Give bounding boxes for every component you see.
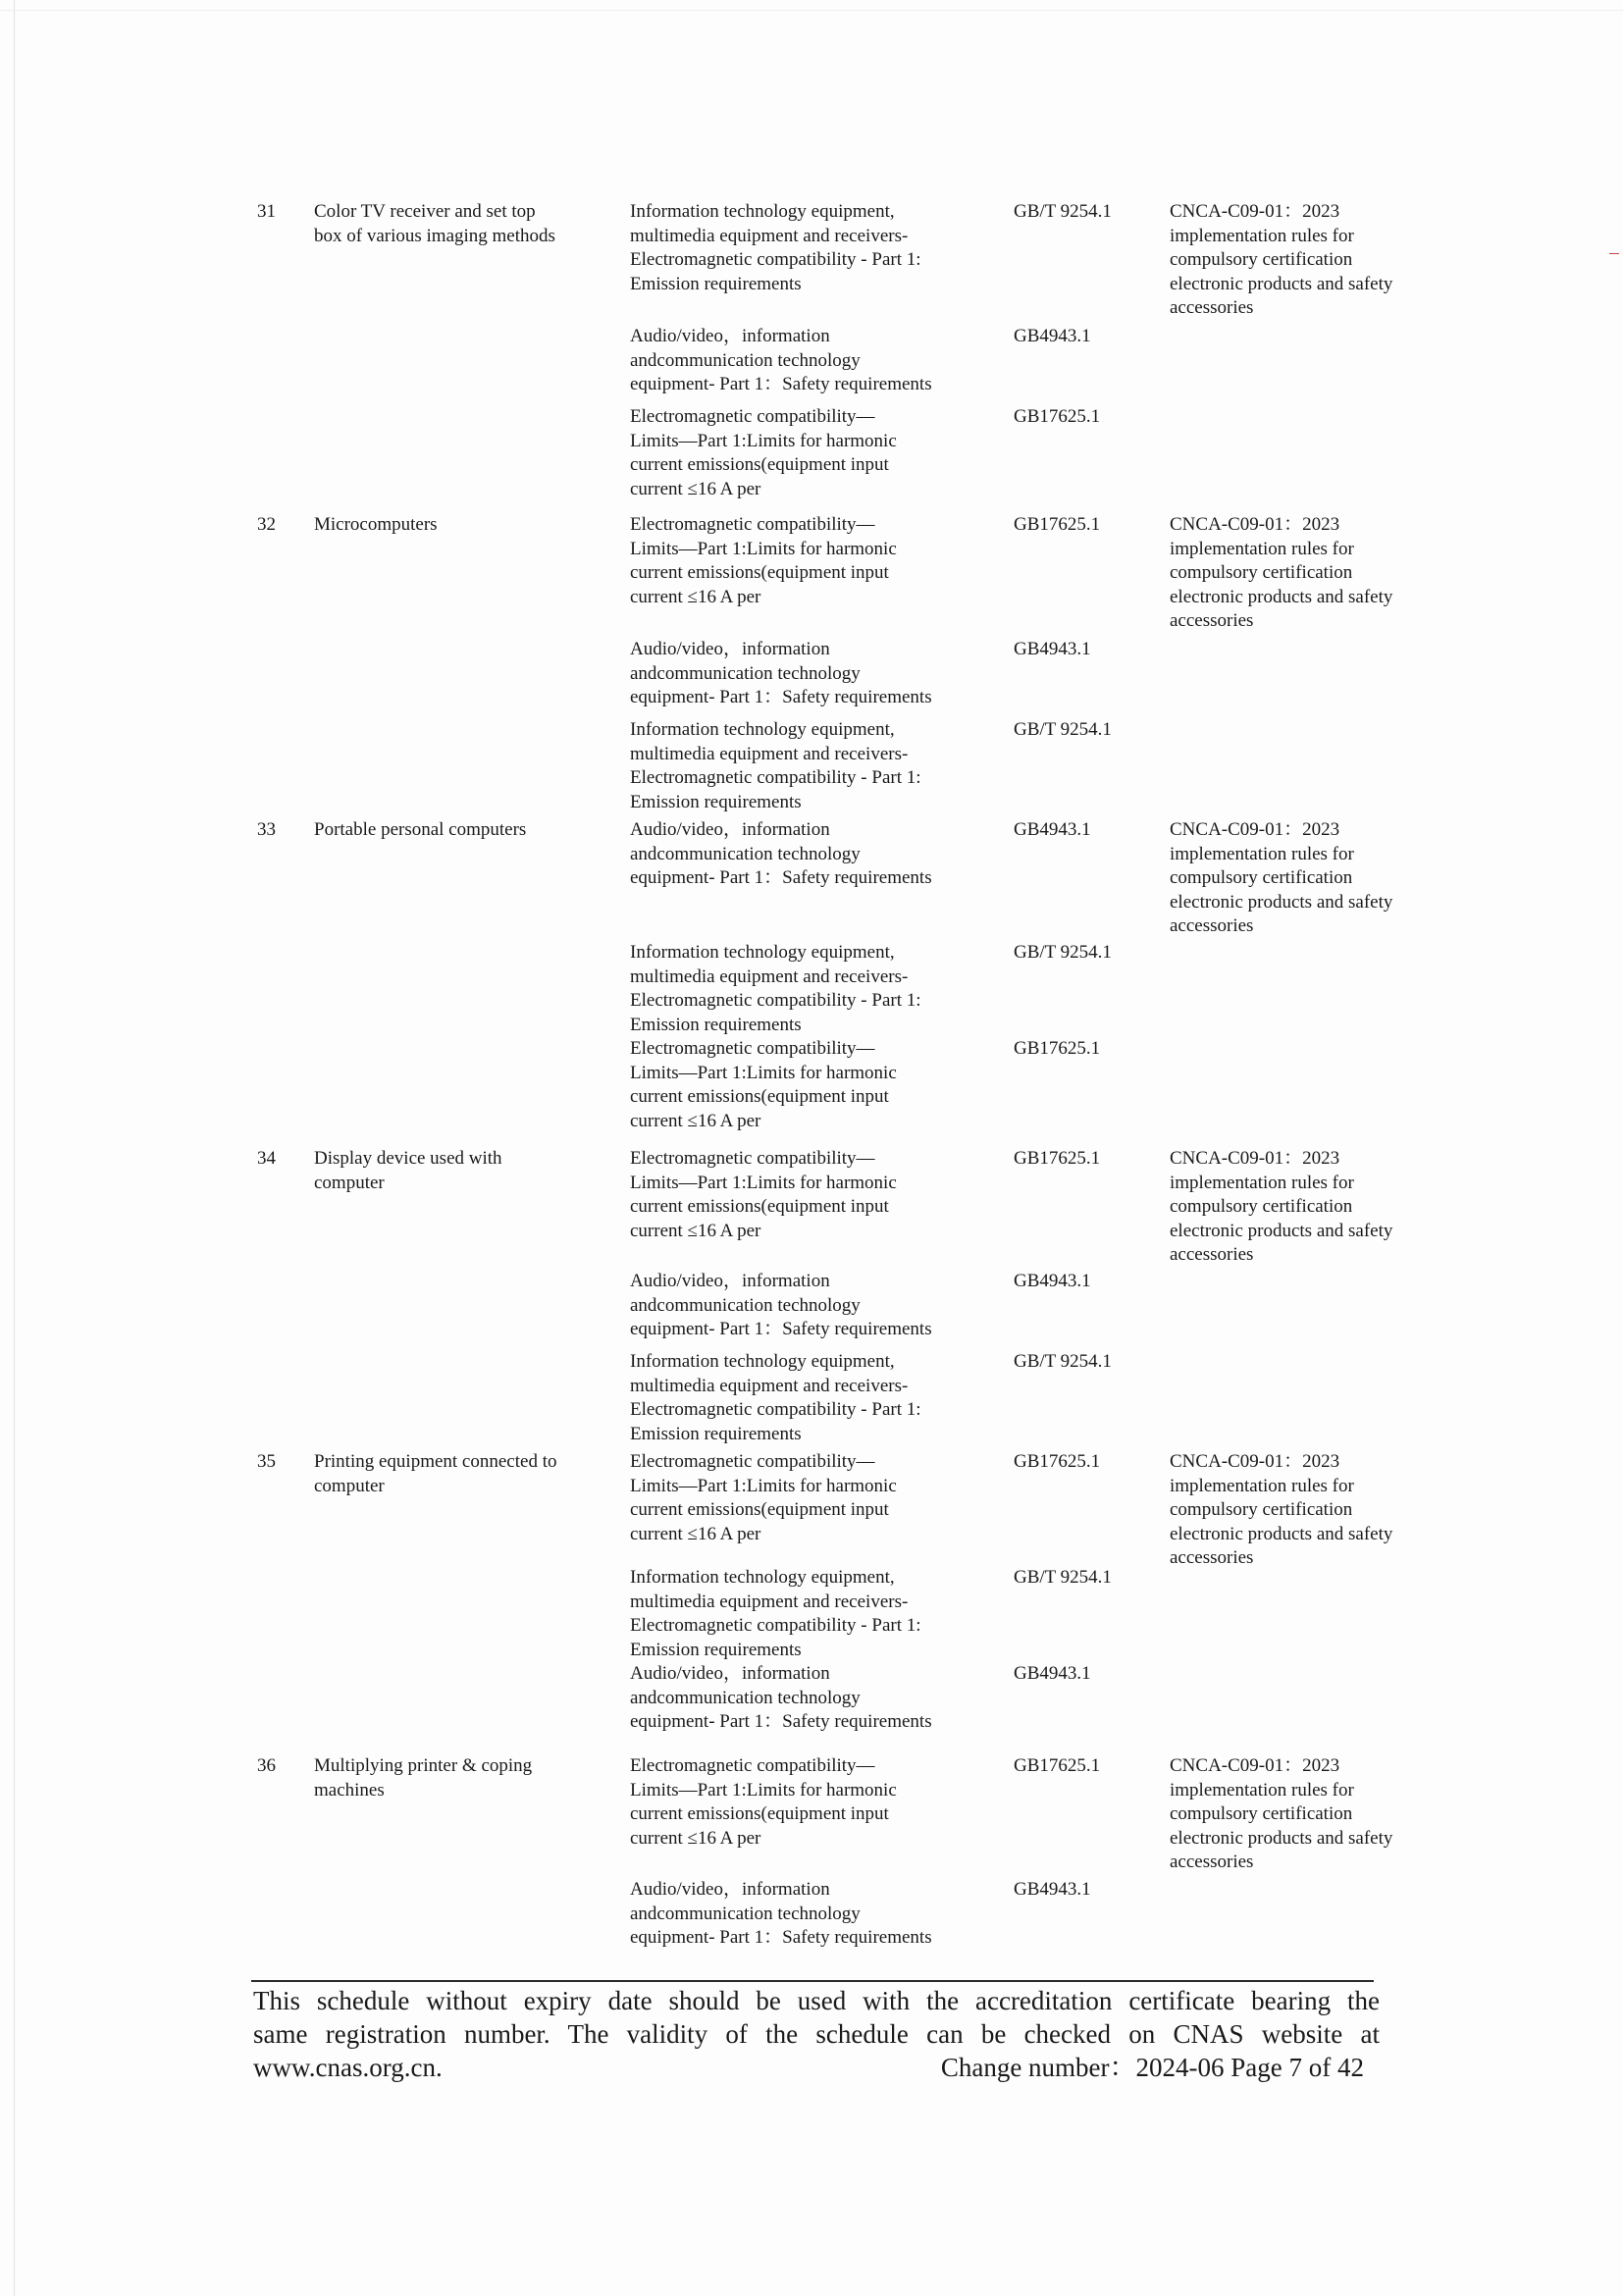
entry-number: 34 (257, 1148, 276, 1169)
implementation-rule (1170, 200, 1435, 321)
product-name-line: Printing equipment connected to (314, 1451, 557, 1472)
standard-code: GB4943.1 (1014, 639, 1091, 659)
product-name (314, 200, 608, 248)
footer-notice-line-1: This schedule without expiry date should be used with the accreditation certificate bearing the (253, 1986, 1380, 2015)
standard-code: GB17625.1 (1014, 514, 1101, 535)
implementation-rule-line: implementation rules for (1170, 1779, 1354, 1800)
entry-number: 36 (257, 1755, 276, 1776)
implementation-rule (1170, 1147, 1435, 1268)
standard-title-line: Electromagnetic compatibility— (630, 1755, 875, 1776)
implementation-rule-line: CNCA-C09-01：2023 (1170, 819, 1340, 840)
standard-title-line: Electromagnetic compatibility— (630, 1148, 875, 1169)
implementation-rule-line: CNCA-C09-01：2023 (1170, 201, 1340, 222)
standard-title-line: current ≤16 A per (630, 478, 761, 499)
standard-title-line: Emission requirements (630, 273, 802, 294)
implementation-rule-line: CNCA-C09-01：2023 (1170, 1451, 1340, 1472)
product-name-line: Color TV receiver and set top (314, 201, 536, 222)
implementation-rule-line: compulsory certification (1170, 1196, 1353, 1217)
implementation-rule-line: accessories (1170, 610, 1254, 631)
standard-title (630, 718, 993, 814)
standard-title-line: Electromagnetic compatibility - Part 1: (630, 1615, 921, 1636)
standard-title-line: andcommunication technology (630, 1687, 861, 1708)
standard-title-line: multimedia equipment and receivers- (630, 225, 909, 246)
standard-title-line: equipment- Part 1：Safety requirements (630, 1319, 932, 1339)
footer-notice-line-2: same registration number. The validity of the schedule can be checked on CNAS website at (253, 2019, 1380, 2049)
product-name (314, 1754, 608, 1802)
standard-title (630, 1662, 993, 1735)
implementation-rule-line: electronic products and safety (1170, 891, 1393, 913)
standard-title-line: Electromagnetic compatibility— (630, 406, 875, 427)
implementation-rule-line: implementation rules for (1170, 1475, 1354, 1496)
product-name-line: Portable personal computers (314, 819, 527, 840)
implementation-rule-line: accessories (1170, 297, 1254, 318)
standard-title-line: Electromagnetic compatibility - Part 1: (630, 767, 921, 788)
standard-title-line: current emissions(equipment input (630, 562, 889, 583)
standard-code: GB17625.1 (1014, 1451, 1101, 1472)
implementation-rule-line: electronic products and safety (1170, 1220, 1393, 1241)
standard-title-line: Information technology equipment, (630, 942, 895, 963)
standard-title-line: current ≤16 A per (630, 1827, 761, 1849)
implementation-rule-line: compulsory certification (1170, 867, 1353, 888)
standard-title-line: current ≤16 A per (630, 1220, 761, 1241)
cnas-website-link[interactable]: www.cnas.org.cn. (253, 2053, 443, 2082)
standard-title-line: Audio/video，information (630, 1879, 830, 1900)
standard-title-line: Audio/video，information (630, 326, 830, 346)
standard-title (630, 818, 993, 891)
standard-title-line: Electromagnetic compatibility— (630, 1451, 875, 1472)
product-name-line: computer (314, 1475, 385, 1496)
change-number-page-info: Change number：2024-06 Page 7 of 42 (940, 2053, 1364, 2082)
implementation-rule (1170, 818, 1435, 939)
implementation-rule-line: accessories (1170, 1244, 1254, 1265)
standard-title-line: Electromagnetic compatibility— (630, 1038, 875, 1059)
standard-title-line: equipment- Part 1：Safety requirements (630, 1711, 932, 1732)
standard-code: GB4943.1 (1014, 1271, 1091, 1291)
standard-code: GB/T 9254.1 (1014, 719, 1112, 740)
standard-code: GB/T 9254.1 (1014, 201, 1112, 222)
product-name-line: Display device used with (314, 1148, 502, 1169)
product-name (314, 1450, 608, 1498)
standard-title-line: Limits—Part 1:Limits for harmonic (630, 1475, 897, 1496)
standard-title-line: andcommunication technology (630, 843, 861, 864)
standard-title-line: Limits—Part 1:Limits for harmonic (630, 430, 897, 451)
standard-title (630, 325, 993, 397)
standard-code: GB17625.1 (1014, 1148, 1101, 1169)
implementation-rule-line: electronic products and safety (1170, 1523, 1393, 1544)
standard-title-line: equipment- Part 1：Safety requirements (630, 374, 932, 394)
standard-title-line: equipment- Part 1：Safety requirements (630, 867, 932, 888)
standard-code: GB17625.1 (1014, 1755, 1101, 1776)
entry-number: 31 (257, 201, 276, 222)
standard-title-line: andcommunication technology (630, 1903, 861, 1924)
standard-title-line: Audio/video，information (630, 639, 830, 659)
standard-title-line: current emissions(equipment input (630, 1196, 889, 1217)
standard-title-line: multimedia equipment and receivers- (630, 965, 909, 987)
implementation-rule-line: accessories (1170, 1852, 1254, 1872)
standard-title-line: Emission requirements (630, 1639, 802, 1660)
implementation-rule-line: accessories (1170, 1547, 1254, 1568)
implementation-rule-line: implementation rules for (1170, 538, 1354, 559)
standard-title-line: Audio/video，information (630, 819, 830, 840)
standard-title-line: multimedia equipment and receivers- (630, 1375, 909, 1396)
standard-title-line: equipment- Part 1：Safety requirements (630, 1927, 932, 1948)
product-name (314, 1147, 608, 1195)
implementation-rule-line: electronic products and safety (1170, 1827, 1393, 1849)
standard-title-line: Limits—Part 1:Limits for harmonic (630, 1172, 897, 1193)
implementation-rule-line: implementation rules for (1170, 843, 1354, 864)
standard-title (630, 200, 993, 296)
standard-title-line: Electromagnetic compatibility— (630, 514, 875, 535)
implementation-rule-line: CNCA-C09-01：2023 (1170, 1148, 1340, 1169)
standard-title-line: andcommunication technology (630, 1294, 861, 1316)
implementation-rule-line: compulsory certification (1170, 1499, 1353, 1520)
standard-title-line: current ≤16 A per (630, 1523, 761, 1544)
standard-title (630, 1878, 993, 1951)
standard-title-line: Audio/video，information (630, 1271, 830, 1291)
standard-title-line: Emission requirements (630, 1014, 802, 1035)
standard-code: GB4943.1 (1014, 819, 1091, 840)
product-name-line: computer (314, 1172, 385, 1193)
implementation-rule-line: compulsory certification (1170, 249, 1353, 270)
standard-title-line: andcommunication technology (630, 662, 861, 684)
implementation-rule-line: compulsory certification (1170, 1803, 1353, 1824)
product-name-line: Multiplying printer & coping (314, 1755, 533, 1776)
implementation-rule-line: accessories (1170, 915, 1254, 936)
standard-code: GB4943.1 (1014, 1663, 1091, 1684)
product-name-line: box of various imaging methods (314, 225, 555, 246)
standard-title-line: Electromagnetic compatibility - Part 1: (630, 249, 921, 270)
standard-title-line: multimedia equipment and receivers- (630, 1591, 909, 1612)
standard-title-line: Limits—Part 1:Limits for harmonic (630, 538, 897, 559)
standard-title-line: Electromagnetic compatibility - Part 1: (630, 1399, 921, 1420)
implementation-rule (1170, 513, 1435, 634)
standard-code: GB/T 9254.1 (1014, 1351, 1112, 1372)
standard-title (630, 1450, 993, 1546)
standard-code: GB17625.1 (1014, 1038, 1101, 1059)
standard-title-line: Information technology equipment, (630, 1351, 895, 1372)
standard-title-line: current emissions(equipment input (630, 1499, 889, 1520)
implementation-rule-line: implementation rules for (1170, 1172, 1354, 1193)
standard-title (630, 1147, 993, 1243)
standard-title-line: Electromagnetic compatibility - Part 1: (630, 990, 921, 1011)
standard-title-line: equipment- Part 1：Safety requirements (630, 687, 932, 707)
standard-title (630, 941, 993, 1037)
standard-code: GB/T 9254.1 (1014, 942, 1112, 963)
standard-title-line: Limits—Part 1:Limits for harmonic (630, 1062, 897, 1083)
standard-title-line: Emission requirements (630, 791, 802, 812)
product-name-line: machines (314, 1779, 385, 1800)
page-footer (253, 1984, 1380, 2084)
standard-title-line: current ≤16 A per (630, 586, 761, 607)
standard-title (630, 1037, 993, 1133)
standard-title (630, 1270, 993, 1342)
standard-title (630, 1566, 993, 1662)
implementation-rule-line: implementation rules for (1170, 225, 1354, 246)
standard-title-line: current emissions(equipment input (630, 1086, 889, 1107)
implementation-rule-line: electronic products and safety (1170, 273, 1393, 294)
standard-title-line: Emission requirements (630, 1423, 802, 1444)
standard-title-line: current emissions(equipment input (630, 1803, 889, 1824)
implementation-rule (1170, 1754, 1435, 1875)
standard-title (630, 513, 993, 609)
standard-title-line: current emissions(equipment input (630, 454, 889, 475)
footer-last-line (253, 2051, 1380, 2084)
entry-number: 32 (257, 514, 276, 535)
standard-title (630, 405, 993, 501)
standard-title-line: Information technology equipment, (630, 1567, 895, 1588)
implementation-rule-line: electronic products and safety (1170, 586, 1393, 607)
implementation-rule-line: CNCA-C09-01：2023 (1170, 514, 1340, 535)
product-name (314, 513, 608, 538)
standard-code: GB4943.1 (1014, 326, 1091, 346)
footer-divider (251, 1980, 1374, 1982)
standard-title-line: current ≤16 A per (630, 1110, 761, 1131)
entry-number: 35 (257, 1451, 276, 1472)
standard-title-line: Information technology equipment, (630, 719, 895, 740)
standard-title-line: Audio/video，information (630, 1663, 830, 1684)
entry-number: 33 (257, 819, 276, 840)
standard-title (630, 1350, 993, 1446)
standard-title-line: multimedia equipment and receivers- (630, 743, 909, 764)
standard-code: GB4943.1 (1014, 1879, 1091, 1900)
standard-title-line: Limits—Part 1:Limits for harmonic (630, 1779, 897, 1800)
product-name (314, 818, 608, 843)
standard-code: GB17625.1 (1014, 406, 1101, 427)
implementation-rule (1170, 1450, 1435, 1571)
standard-title (630, 638, 993, 710)
standard-title (630, 1754, 993, 1851)
standard-code: GB/T 9254.1 (1014, 1567, 1112, 1588)
implementation-rule-line: compulsory certification (1170, 562, 1353, 583)
standard-title-line: Information technology equipment, (630, 201, 895, 222)
implementation-rule-line: CNCA-C09-01：2023 (1170, 1755, 1340, 1776)
standard-title-line: andcommunication technology (630, 349, 861, 371)
product-name-line: Microcomputers (314, 514, 438, 535)
